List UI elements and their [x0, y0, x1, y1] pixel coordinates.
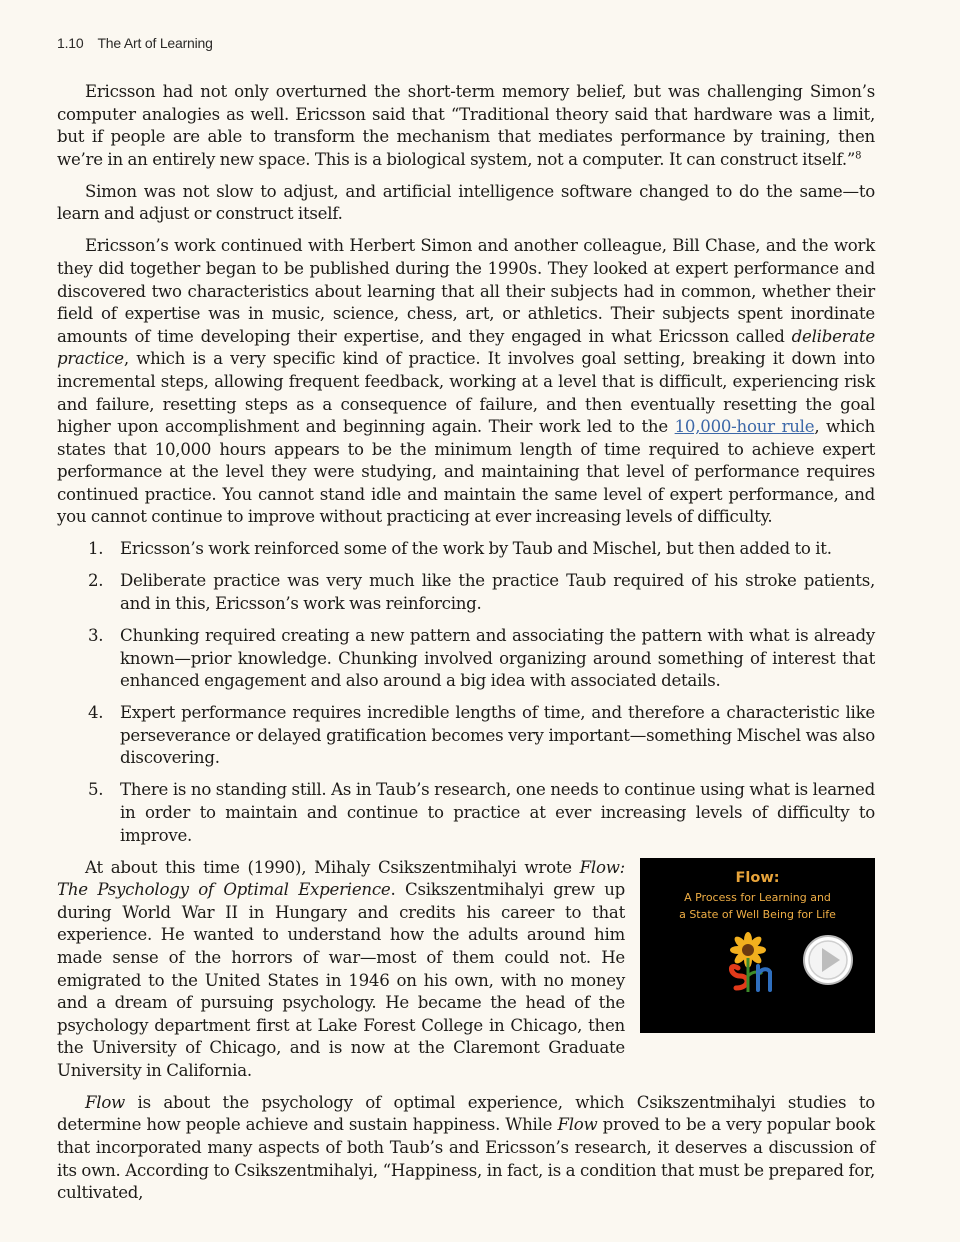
- list-item-text: Chunking required creating a new pattern and associating the pattern with what is already known—prior knowledge. Chunking involved organizing around something of interest that enhanced engagement and also around a big idea with associated details.: [120, 626, 875, 691]
- list-number: 1.: [88, 539, 104, 559]
- list-item: [57, 570, 875, 615]
- list-number: 3.: [88, 626, 104, 646]
- paragraph-text: Ericsson’s work continued with Herbert Simon and another colleague, Bill Chase, and the work they did together began to be published during the 1990s. They looked at expert performance and discovered two characteristics about learning that all their subjects had in common, whether their field of expertise was in music, science, chess, art, or athletics. Their subjects spent inordinate amounts of time developing their expertise, and they engaged in what Ericsson called: [57, 236, 875, 346]
- term-deliberate-practice: deliberate practice: [57, 326, 875, 369]
- paragraph-text: At about this time (1990), Mihaly Csikszentmihalyi wrote: [85, 857, 580, 877]
- paragraph-text: proved to be a very popular book that incorporated many aspects of both Taub’s and Ericsson’s research, it deserves a discussion of its own. According to Csikszentmihalyi, “Happiness, in fact, is a condition that must be prepared for, cultivated,: [57, 1115, 875, 1203]
- video-title: Flow:: [735, 869, 780, 886]
- paragraph-flow-happiness: [57, 1092, 875, 1205]
- play-button-icon[interactable]: [802, 934, 854, 986]
- book-title: The Art of Learning: [97, 35, 213, 51]
- video-subtitle: [640, 889, 875, 923]
- paragraph-text: , which is a very specific kind of practice. It involves goal setting, breaking it down into incremental steps, allowing frequent feedback, working at a level that is difficult, experiencing risk and failure, resetting steps as a consequence of failure, and then eventually resetting the goal higher upon accomplishment and beginning again. Their work led to the: [57, 349, 875, 437]
- paragraph-text: . Csikszentmihalyi grew up during World War II in Hungary and credits his career to that experience. He wanted to understand how the adults around him made sense of the horrors of war—most of them could not. He emigrated to the United States in 1946 on his own, with no money and a dream of pursuing psychology. He became the head of the psychology department first at Lake Forest College in Chicago, then the University of Chicago, and is now at the Claremont Graduate University in California.: [57, 880, 626, 1080]
- paragraph-text: Ericsson had not only overturned the short-term memory belief, but was challenging Simon’s computer analogies as well. Ericsson said that “Traditional theory said that hardware was a limit, but if people are able to transform the mechanism that mediates performance by training, then we’re in an entirely new space. This is a biological system, not a computer. It can construct itself.”: [57, 82, 875, 169]
- list-number: 2.: [88, 571, 104, 591]
- running-head: [57, 35, 213, 51]
- paragraph-deliberate-practice: [57, 235, 875, 529]
- list-number: 4.: [88, 703, 104, 723]
- video-subtitle-line: a State of Well Being for Life: [679, 907, 836, 921]
- list-item-text: Ericsson’s work reinforced some of the work by Taub and Mischel, but then added to it.: [120, 539, 832, 559]
- video-subtitle-line: A Process for Learning and: [684, 890, 831, 904]
- book-title-flow: Flow: [557, 1115, 598, 1135]
- link-10000-hour-rule[interactable]: 10,000-hour rule: [674, 417, 815, 437]
- sunflower-logo-icon: [724, 932, 788, 996]
- list-item: [57, 702, 875, 770]
- list-number: 5.: [88, 780, 104, 800]
- paragraph-text: is about the psychology of optimal experience, which Csikszentmihalyi studies to determine how people achieve and sustain happiness. While: [57, 1092, 875, 1135]
- paragraph-simon-adjust: Simon was not slow to adjust, and artificial intelligence software changed to do the same—to learn and adjust or construct itself.: [57, 181, 875, 224]
- book-title-flow: Flow: [85, 1092, 126, 1112]
- footnote-reference[interactable]: 8: [855, 150, 862, 162]
- list-item-text: There is no standing still. As in Taub’s research, one needs to continue using what is learned in order to maintain and continue to practice at ever increasing levels of difficulty to improve.: [120, 780, 875, 845]
- paragraph-csikszentmihalyi: [57, 857, 625, 1083]
- book-title-flow: Flow: The Psychology of Optimal Experience: [57, 857, 625, 900]
- numbered-list: [57, 538, 875, 847]
- list-item: [57, 779, 875, 847]
- list-item-text: Deliberate practice was very much like the practice Taub required of his stroke patients, and in this, Ericsson’s work was reinforcing.: [120, 571, 875, 614]
- flow-section: [57, 857, 875, 1083]
- flow-video-thumbnail[interactable]: [640, 858, 875, 1033]
- paragraph-ericsson-simon: [57, 81, 875, 171]
- page-number: 1.10: [57, 35, 84, 51]
- list-item-text: Expert performance requires incredible lengths of time, and therefore a characteristic like perseverance or delayed gratification becomes very important—something Mischel was also discovering.: [120, 703, 875, 768]
- list-item: [57, 538, 875, 561]
- list-item: [57, 625, 875, 693]
- paragraph-text: , which states that 10,000 hours appears to be the minimum length of time required to achieve expert performance at the level they were studying, and maintaining that level of performance requires continued practice. You cannot stand idle and maintain the same level of expert performance, and you cannot continue to improve without practicing at ever increasing levels of difficulty.: [57, 417, 875, 527]
- main-content: [57, 81, 875, 1214]
